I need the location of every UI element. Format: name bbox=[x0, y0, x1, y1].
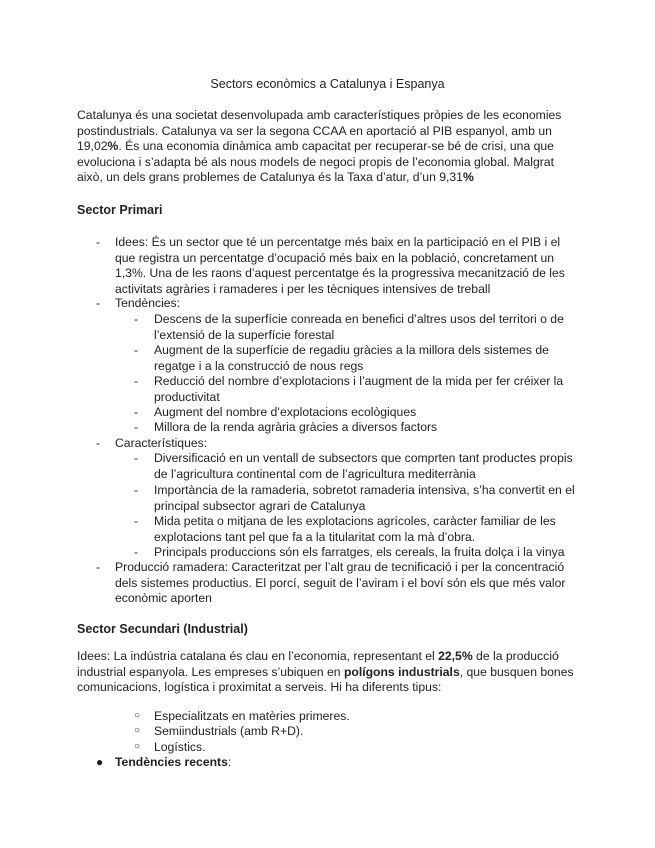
tendencies-recents-colon: : bbox=[227, 755, 232, 769]
intro-percent-a: % bbox=[107, 139, 119, 154]
secundari-bold-percent: 22,5% bbox=[438, 649, 473, 663]
intro-text-a: Catalunya és una societat desenvolupada amb característiques pròpies de les economies postindustrials. Catalunya va ser la segona CCAA en aportació al PIB espanyol, amb un 19,02 bbox=[77, 108, 562, 154]
intro-paragraph bbox=[77, 108, 577, 186]
intro-percent-d: % bbox=[462, 170, 474, 185]
filled-bullet-icon: ● bbox=[96, 755, 104, 769]
secundari-paragraph bbox=[77, 649, 577, 696]
heading-sector-secundari: Sector Secundari (Industrial) bbox=[77, 622, 248, 636]
secundari-text-2: de la producció industrial espanyola. Les empreses s’ubiquen en bbox=[77, 649, 559, 679]
caracteristica-text: Principals produccions són els farratges, els cereals, la fruita dolça i la vinya bbox=[154, 545, 565, 559]
dash-marker: - bbox=[134, 374, 139, 388]
tendency-text: Augment de la superfície de regadiu gràcies a la millora dels sistemes de regatge i a la construcció de nous regs bbox=[154, 343, 549, 373]
dash-marker: - bbox=[134, 545, 139, 559]
dash-marker: - bbox=[134, 343, 139, 357]
industrial-type-text: Logístics. bbox=[154, 740, 206, 754]
tendencies-recents-label bbox=[115, 755, 580, 771]
secundari-text-3: , que busquen bones comunicacions, logística i proximitat a serveis. Hi ha diferents tipus: bbox=[77, 664, 574, 695]
circle-bullet-icon: ○ bbox=[134, 741, 141, 752]
caracteristiques-label: Característiques: bbox=[115, 436, 208, 450]
dash-marker: - bbox=[134, 420, 139, 434]
tendency-text: Augment del nombre d’explotacions ecològiques bbox=[154, 405, 417, 419]
idees-text: Idees: És un sector que té un percentatge més baix en la participació en el PIB i el que registra un percentatge d’ocupació més baix en la població, concretament un 1,3%. Una de les raons d’aquest percentatge és la progressiva mecanització de les activitats agràries i ramaderes i per les tècniques intensives de treball bbox=[115, 235, 565, 296]
dash-marker: - bbox=[134, 483, 139, 497]
heading-sector-primari: Sector Primari bbox=[77, 203, 163, 217]
tendency-text: Millora de la renda agrària gràcies a diversos factors bbox=[154, 420, 438, 434]
dash-marker: - bbox=[134, 312, 139, 326]
secundari-bold-poligons: polígons industrials bbox=[343, 664, 460, 679]
dash-marker: - bbox=[134, 514, 139, 528]
dash-marker: - bbox=[96, 436, 101, 450]
ramadera-text: Producció ramadera: Caracteritzat per l’alt grau de tecnificació i per la concentració dels sistemes productius. El porcí, seguit de l’aviram i el boví són els que més valor econòmic aporten bbox=[115, 560, 566, 606]
tendencies-recents-bold: Tendències recents bbox=[115, 755, 228, 769]
tendency-text: Reducció del nombre d’explotacions i l’augment de la mida per fer créixer la productivitat bbox=[154, 374, 564, 404]
dash-marker: - bbox=[134, 451, 139, 465]
document-title: Sectors econòmics a Catalunya i Espanya bbox=[210, 77, 445, 91]
tendency-text: Descens de la superfície conreada en benefici d’altres usos del territori o de l’extensió de la superfície forestal bbox=[154, 312, 564, 342]
tendencies-label: Tendències: bbox=[115, 296, 181, 310]
caracteristica-text: Importància de la ramaderia, sobretot ramaderia intensiva, s’ha convertit en el principal subsector agrari de Catalunya bbox=[154, 483, 575, 513]
dash-marker: - bbox=[96, 560, 101, 574]
dash-marker: - bbox=[134, 405, 139, 419]
industrial-type-text: Semiindustrials (amb R+D). bbox=[154, 724, 304, 738]
industrial-type-text: Especialitzats en matèries primeres. bbox=[154, 709, 350, 723]
dash-marker: - bbox=[96, 296, 101, 310]
caracteristica-text: Mida petita o mitjana de les explotacions agrícoles, caràcter familiar de les explotacions tant pel que fa a la titularitat com la mà d’obra. bbox=[154, 514, 556, 544]
circle-bullet-icon: ○ bbox=[134, 710, 141, 721]
circle-bullet-icon: ○ bbox=[134, 725, 141, 736]
intro-text-c: . És una economia dinàmica amb capacitat per recuperar-se bé de crisi, una que evoluciona i s’adapta bé als nous models de negoci propis de l’economia global. Malgrat això, un dels grans problemes de Catalunya és la Taxa d’atur, d’un 9,31 bbox=[77, 139, 554, 185]
dash-marker: - bbox=[96, 235, 101, 249]
caracteristica-text: Diversificació en un ventall de subsectors que comprten tant productes propis de l’agricultura continental com de l’agricultura mediterrània bbox=[154, 451, 573, 481]
secundari-text-1: Idees: La indústria catalana és clau en l’economia, representant el bbox=[77, 649, 439, 663]
